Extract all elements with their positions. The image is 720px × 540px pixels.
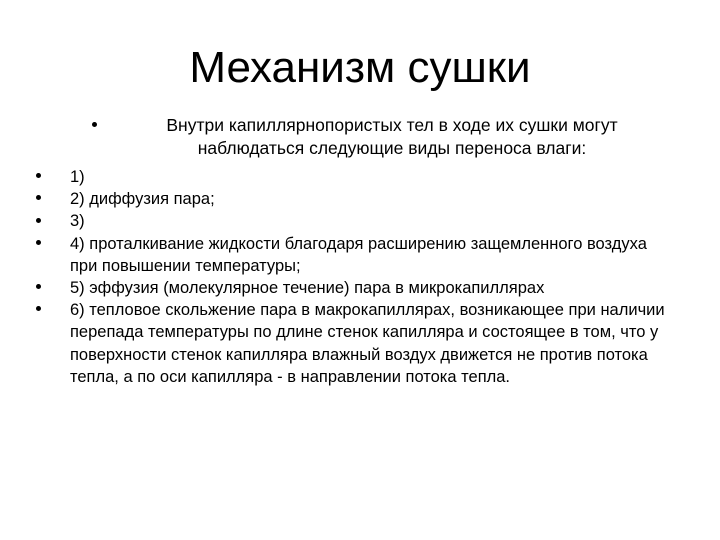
list-item bbox=[36, 277, 676, 299]
transfer-types-list bbox=[36, 166, 676, 388]
intro-text: Внутри капиллярнопористых тел в ходе их сушки могут наблюдаться следующие виды переноса влаги: bbox=[166, 115, 618, 158]
list-item-text: 6) тепловое скольжение пара в макрокапиллярах, возникающее при наличии перепада температуры по длине стенок капилляра и состоящее в том, что у поверхности стенок капилляра влажный воздух движется не против потока тепла, а по оси капилляра - в направлении потока тепла. bbox=[70, 301, 665, 386]
list-item bbox=[36, 299, 676, 388]
list-item-text: 1) bbox=[70, 168, 85, 186]
list-item-text: 4) проталкивание жидкости благодаря расширению защемленного воздуха при повышении температуры; bbox=[70, 234, 647, 275]
list-item-text: 2) диффузия пара; bbox=[70, 190, 215, 209]
slide-title: Механизм сушки bbox=[189, 43, 531, 92]
list-item-text: 3) bbox=[70, 212, 85, 231]
list-item bbox=[36, 233, 676, 277]
bullet-icon bbox=[36, 233, 46, 255]
list-item bbox=[36, 210, 676, 232]
bullet-icon bbox=[92, 114, 104, 137]
list-item bbox=[36, 188, 676, 210]
bullet-icon bbox=[36, 277, 46, 299]
bullet-icon bbox=[36, 210, 46, 232]
list-item-text: 5) эффузия (молекулярное течение) пара в микрокапиллярах bbox=[70, 279, 545, 298]
intro-paragraph bbox=[92, 114, 672, 160]
bullet-icon bbox=[36, 166, 46, 188]
list-item bbox=[36, 166, 676, 188]
bullet-icon bbox=[36, 188, 46, 210]
bullet-icon bbox=[36, 299, 46, 321]
